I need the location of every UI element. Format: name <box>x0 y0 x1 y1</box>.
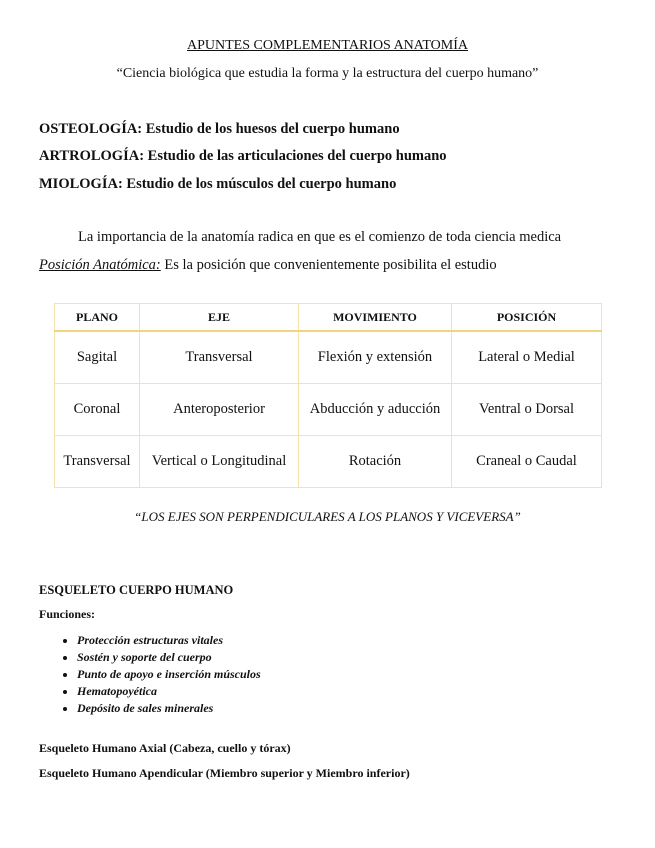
posicion-anatomica-label: Posición Anatómica: <box>39 257 161 273</box>
list-item: • Punto de apoyo e inserción músculos <box>77 666 261 683</box>
definition-miologia: MIOLOGÍA: Estudio de los músculos del cuerpo humano <box>39 176 397 192</box>
table-cell: Anteroposterior <box>140 384 299 436</box>
header-plano: PLANO <box>55 304 140 332</box>
list-item: • Depósito de sales minerales <box>77 700 261 717</box>
table-cell: Abducción y aducción <box>299 384 452 436</box>
table-cell: Craneal o Caudal <box>452 436 602 488</box>
table-header-row <box>55 304 602 332</box>
importance-paragraph: La importancia de la anatomía radica en que es el comienzo de toda ciencia medica <box>78 229 562 245</box>
table-cell: Transversal <box>55 436 140 488</box>
document-title: APUNTES COMPLEMENTARIOS ANATOMÍA <box>187 38 468 53</box>
table-cell: Flexión y extensión <box>299 331 452 384</box>
table-cell: Ventral o Dorsal <box>452 384 602 436</box>
definition-artrologia: ARTROLOGÍA: Estudio de las articulaciones del cuerpo humano <box>39 148 447 164</box>
table-cell: Coronal <box>55 384 140 436</box>
table-row <box>55 331 602 384</box>
esqueleto-axial: Esqueleto Humano Axial (Cabeza, cuello y tórax) <box>39 741 291 755</box>
funciones-label: Funciones: <box>39 607 96 621</box>
esqueleto-apendicular: Esqueleto Humano Apendicular (Miembro superior y Miembro inferior) <box>39 766 410 780</box>
esqueleto-heading: ESQUELETO CUERPO HUMANO <box>39 583 234 597</box>
table-cell: Lateral o Medial <box>452 331 602 384</box>
table-row <box>55 384 602 436</box>
table-cell: Sagital <box>55 331 140 384</box>
header-movimiento: MOVIMIENTO <box>299 304 452 332</box>
header-eje: EJE <box>140 304 299 332</box>
posicion-anatomica-text: Es la posición que convenientemente posibilita el estudio <box>160 257 497 273</box>
table-cell: Vertical o Longitudinal <box>140 436 299 488</box>
axes-quote: “LOS EJES SON PERPENDICULARES A LOS PLANOS Y VICEVERSA” <box>134 509 521 524</box>
functions-list <box>39 632 261 717</box>
planes-axes-table <box>54 303 602 488</box>
table-row <box>55 436 602 488</box>
header-posicion: POSICIÓN <box>452 304 602 332</box>
table-cell: Transversal <box>140 331 299 384</box>
table-cell: Rotación <box>299 436 452 488</box>
posicion-anatomica-line <box>39 257 497 274</box>
list-item: • Hematopoyética <box>77 683 261 700</box>
document-subtitle: “Ciencia biológica que estudia la forma y la estructura del cuerpo humano” <box>116 66 539 81</box>
definition-osteologia: OSTEOLOGÍA: Estudio de los huesos del cuerpo humano <box>39 121 400 137</box>
list-item: • Protección estructuras vitales <box>77 632 261 649</box>
list-item: • Sostén y soporte del cuerpo <box>77 649 261 666</box>
